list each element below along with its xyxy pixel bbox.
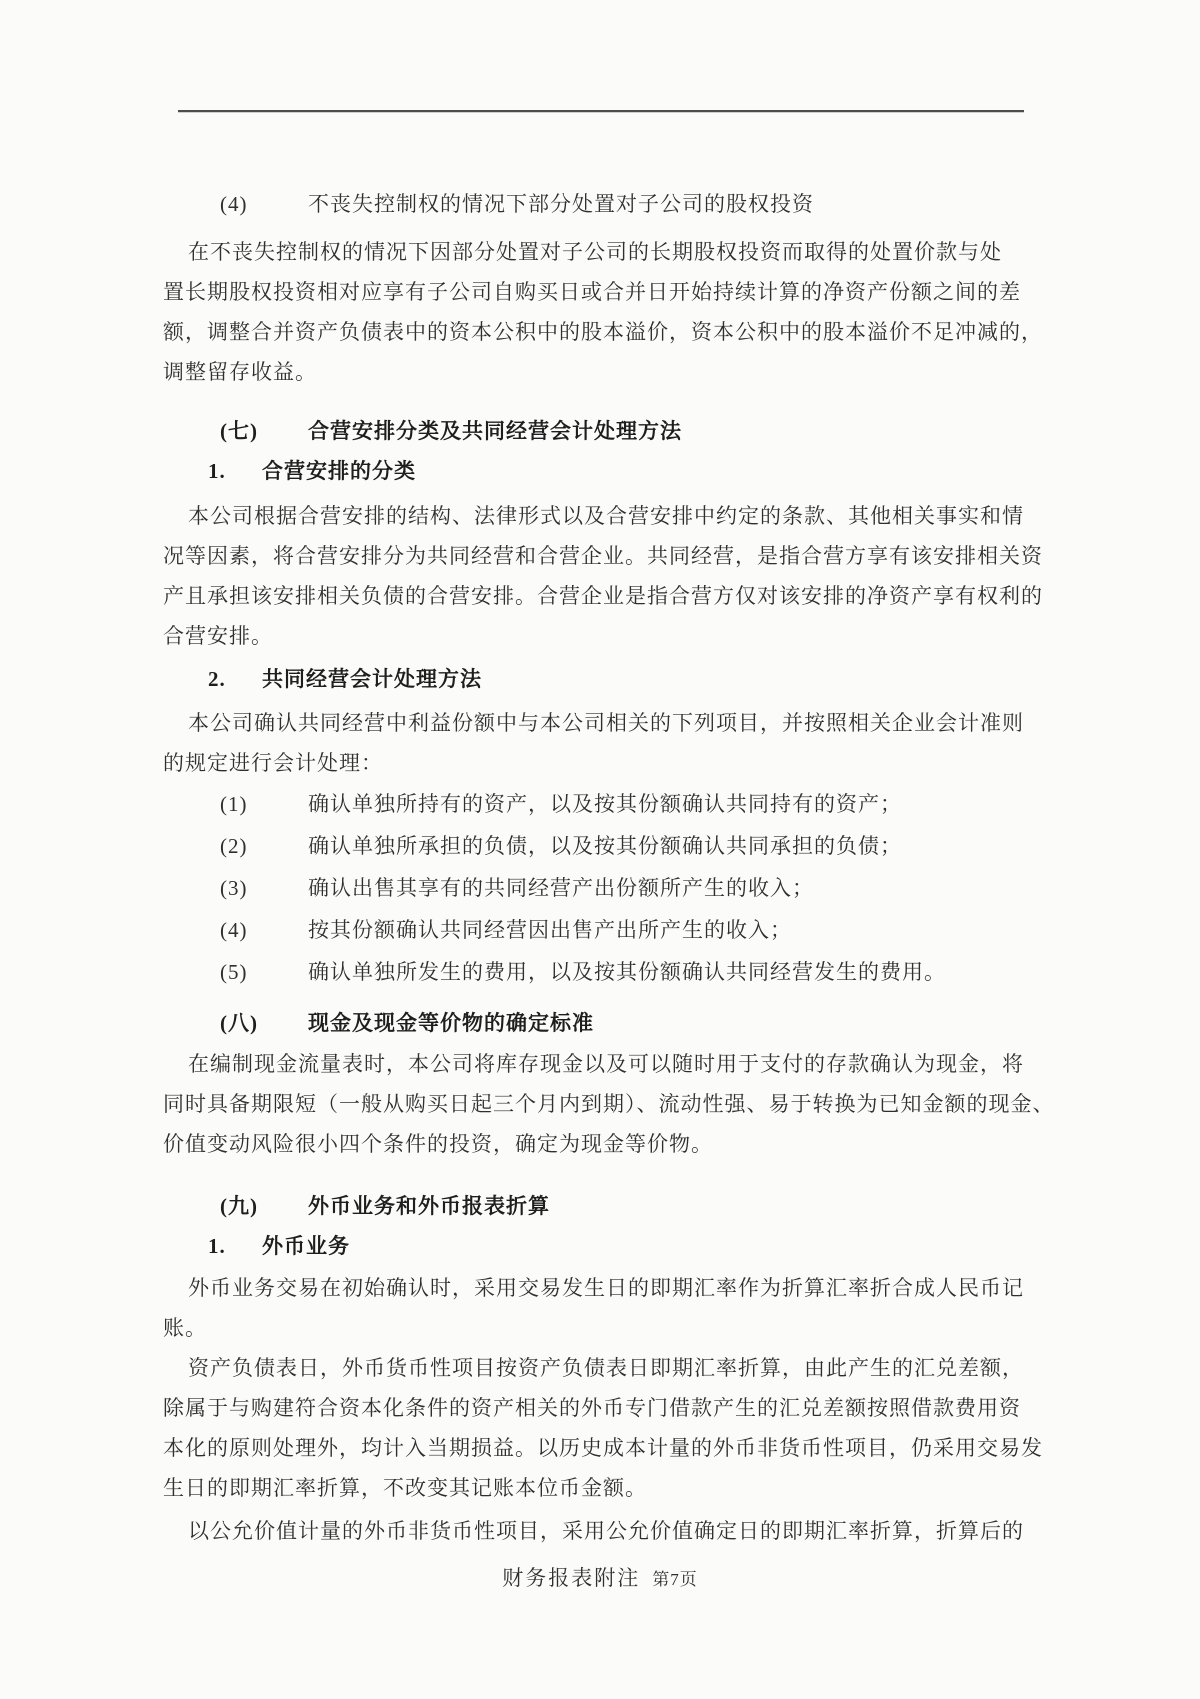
list-item-label: (1) bbox=[220, 792, 248, 816]
list-item-label: (3) bbox=[220, 876, 248, 900]
paragraph bbox=[163, 1044, 1055, 1164]
section-heading bbox=[163, 411, 1045, 451]
paragraph-line: 本公司确认共同经营中利益份额中与本公司相关的下列项目，并按照相关企业会计准则 bbox=[188, 711, 1024, 735]
section-heading-title: 现金及现金等价物的确定标准 bbox=[308, 1011, 594, 1035]
list-item bbox=[163, 783, 1045, 825]
list-item-text: 确认出售其享有的共同经营产出份额所产生的收入； bbox=[308, 876, 814, 900]
list-item-label: (5) bbox=[220, 960, 248, 984]
subsection-heading bbox=[163, 1226, 1045, 1266]
paragraph-line: 除属于与购建符合资本化条件的资产相关的外币专门借款产生的汇兑差额按照借款费用资 bbox=[163, 1396, 1021, 1420]
paragraph-line: 况等因素，将合营安排分为共同经营和合营企业。共同经营，是指合营方享有该安排相关资 bbox=[163, 544, 1043, 568]
paragraph bbox=[163, 232, 1045, 392]
paragraph-line: 在不丧失控制权的情况下因部分处置对子公司的长期股权投资而取得的处置价款与处 bbox=[188, 240, 1002, 264]
paragraph-line: 账。 bbox=[163, 1316, 207, 1340]
paragraph-line: 调整留存收益。 bbox=[163, 360, 317, 384]
section-heading-label: (九) bbox=[220, 1194, 258, 1218]
paragraph-line: 资产负债表日，外币货币性项目按资产负债表日即期汇率折算，由此产生的汇兑差额， bbox=[188, 1356, 1024, 1380]
footer-page-number: 第7页 bbox=[652, 1570, 698, 1589]
paragraph bbox=[163, 1511, 1045, 1551]
list-item-text: 确认单独所持有的资产，以及按其份额确认共同持有的资产； bbox=[308, 792, 902, 816]
list-item-text: 确认单独所发生的费用，以及按其份额确认共同经营发生的费用。 bbox=[308, 960, 946, 984]
list-item-label: (4) bbox=[220, 918, 248, 942]
paragraph-line: 价值变动风险很小四个条件的投资，确定为现金等价物。 bbox=[163, 1132, 713, 1156]
section-heading-label: (八) bbox=[220, 1011, 258, 1035]
paragraph-line: 本化的原则处理外，均计入当期损益。以历史成本计量的外币非货币性项目，仍采用交易发 bbox=[163, 1436, 1043, 1460]
list-item-text: 确认单独所承担的负债，以及按其份额确认共同承担的负债； bbox=[308, 834, 902, 858]
paragraph-line: 的规定进行会计处理： bbox=[163, 751, 383, 775]
paragraph-line: 在编制现金流量表时，本公司将库存现金以及可以随时用于支付的存款确认为现金，将 bbox=[188, 1052, 1024, 1076]
section-heading bbox=[163, 1186, 1045, 1226]
paragraph-line: 同时具备期限短（一般从购买日起三个月内到期）、流动性强、易于转换为已知金额的现金、 bbox=[163, 1092, 1055, 1116]
subsection-heading bbox=[163, 451, 1045, 491]
section-heading-label: (七) bbox=[220, 419, 258, 443]
ordered-list bbox=[163, 783, 1045, 993]
list-item bbox=[163, 951, 1045, 993]
subsection-heading-title: 不丧失控制权的情况下部分处置对子公司的股权投资 bbox=[308, 192, 814, 216]
paragraph-line: 以公允价值计量的外币非货币性项目，采用公允价值确定日的即期汇率折算，折算后的 bbox=[188, 1519, 1024, 1543]
subsection-heading bbox=[163, 659, 1045, 699]
section-heading-title: 合营安排分类及共同经营会计处理方法 bbox=[308, 419, 682, 443]
footer-title: 财务报表附注 bbox=[502, 1566, 641, 1590]
list-item-label: (2) bbox=[220, 834, 248, 858]
paragraph-line: 额，调整合并资产负债表中的资本公积中的股本溢价，资本公积中的股本溢价不足冲减的， bbox=[163, 320, 1043, 344]
paragraph bbox=[163, 1268, 1045, 1348]
subsection-heading-label: (4) bbox=[220, 192, 248, 216]
paragraph-line: 产且承担该安排相关负债的合营安排。合营企业是指合营方仅对该安排的净资产享有权利的 bbox=[163, 584, 1043, 608]
paragraph bbox=[163, 1348, 1045, 1508]
subsection-heading-title: 合营安排的分类 bbox=[262, 459, 416, 483]
list-item bbox=[163, 825, 1045, 867]
subsection-heading-title: 外币业务 bbox=[262, 1234, 350, 1258]
list-item-text: 按其份额确认共同经营因出售产出所产生的收入； bbox=[308, 918, 792, 942]
subsection-heading-title: 共同经营会计处理方法 bbox=[262, 667, 482, 691]
paragraph-line: 置长期股权投资相对应享有子公司自购买日或合并日开始持续计算的净资产份额之间的差 bbox=[163, 280, 1021, 304]
page-footer bbox=[0, 1562, 1200, 1592]
paragraph bbox=[163, 703, 1045, 783]
paragraph bbox=[163, 496, 1045, 656]
document-body bbox=[163, 0, 1055, 1551]
paragraph-line: 本公司根据合营安排的结构、法律形式以及合营安排中约定的条款、其他相关事实和情 bbox=[188, 504, 1024, 528]
list-item bbox=[163, 867, 1045, 909]
paragraph-line: 生日的即期汇率折算，不改变其记账本位币金额。 bbox=[163, 1476, 647, 1500]
subsection-heading-label: 2. bbox=[208, 667, 226, 691]
subsection-heading bbox=[163, 184, 1045, 224]
section-heading-title: 外币业务和外币报表折算 bbox=[308, 1194, 550, 1218]
paragraph-line: 合营安排。 bbox=[163, 624, 273, 648]
subsection-heading-label: 1. bbox=[208, 1234, 226, 1258]
list-item bbox=[163, 909, 1045, 951]
paragraph-line: 外币业务交易在初始确认时，采用交易发生日的即期汇率作为折算汇率折合成人民币记 bbox=[188, 1276, 1024, 1300]
subsection-heading-label: 1. bbox=[208, 459, 226, 483]
section-heading bbox=[163, 1003, 1045, 1043]
